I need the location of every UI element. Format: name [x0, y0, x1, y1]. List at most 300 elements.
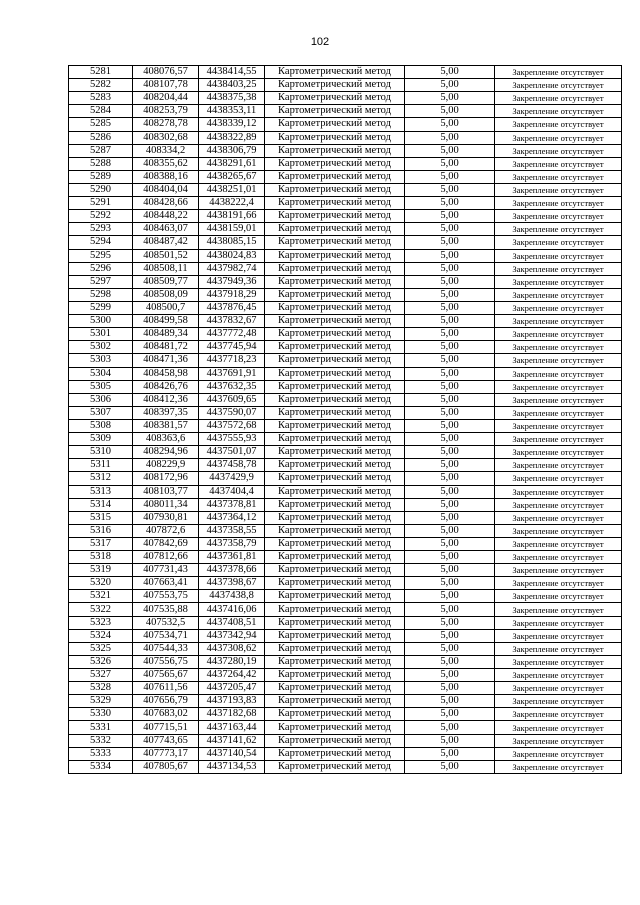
y-coordinate-cell: 4437632,35	[199, 380, 265, 393]
point-number-cell: 5290	[69, 183, 133, 196]
table-row	[69, 328, 622, 341]
table-row	[69, 708, 622, 721]
accuracy-cell: 5,00	[405, 131, 495, 144]
accuracy-cell: 5,00	[405, 472, 495, 485]
table-row	[69, 393, 622, 406]
method-cell: Картометрический метод	[265, 367, 405, 380]
table-row	[69, 92, 622, 105]
y-coordinate-cell: 4437982,74	[199, 262, 265, 275]
point-number-cell: 5333	[69, 747, 133, 760]
note-cell: Закрепление отсутствует	[495, 551, 622, 564]
table-row	[69, 655, 622, 668]
accuracy-cell: 5,00	[405, 144, 495, 157]
note-cell: Закрепление отсутствует	[495, 485, 622, 498]
method-cell: Картометрический метод	[265, 629, 405, 642]
y-coordinate-cell: 4438222,4	[199, 197, 265, 210]
method-cell: Картометрический метод	[265, 131, 405, 144]
point-number-cell: 5300	[69, 315, 133, 328]
x-coordinate-cell: 408229,9	[133, 459, 199, 472]
point-number-cell: 5297	[69, 275, 133, 288]
table-row	[69, 223, 622, 236]
accuracy-cell: 5,00	[405, 328, 495, 341]
table-row	[69, 315, 622, 328]
table-row	[69, 249, 622, 262]
point-number-cell: 5329	[69, 695, 133, 708]
point-number-cell: 5331	[69, 721, 133, 734]
x-coordinate-cell: 407930,81	[133, 511, 199, 524]
x-coordinate-cell: 407743,65	[133, 734, 199, 747]
note-cell: Закрепление отсутствует	[495, 197, 622, 210]
note-cell: Закрепление отсутствует	[495, 406, 622, 419]
table-row	[69, 629, 622, 642]
y-coordinate-cell: 4437609,65	[199, 393, 265, 406]
note-cell: Закрепление отсутствует	[495, 328, 622, 341]
note-cell: Закрепление отсутствует	[495, 170, 622, 183]
point-number-cell: 5308	[69, 419, 133, 432]
accuracy-cell: 5,00	[405, 551, 495, 564]
note-cell: Закрепление отсутствует	[495, 695, 622, 708]
method-cell: Картометрический метод	[265, 655, 405, 668]
x-coordinate-cell: 408107,78	[133, 79, 199, 92]
x-coordinate-cell: 407805,67	[133, 760, 199, 773]
table-row	[69, 433, 622, 446]
table-row	[69, 288, 622, 301]
x-coordinate-cell: 408334,2	[133, 144, 199, 157]
table-row	[69, 760, 622, 773]
point-number-cell: 5283	[69, 92, 133, 105]
y-coordinate-cell: 4437404,4	[199, 485, 265, 498]
table-row	[69, 616, 622, 629]
method-cell: Картометрический метод	[265, 682, 405, 695]
method-cell: Картометрический метод	[265, 66, 405, 79]
table-row	[69, 642, 622, 655]
point-number-cell: 5314	[69, 498, 133, 511]
x-coordinate-cell: 408103,77	[133, 485, 199, 498]
x-coordinate-cell: 408388,16	[133, 170, 199, 183]
note-cell: Закрепление отсутствует	[495, 524, 622, 537]
note-cell: Закрепление отсутствует	[495, 79, 622, 92]
accuracy-cell: 5,00	[405, 236, 495, 249]
y-coordinate-cell: 4437949,36	[199, 275, 265, 288]
y-coordinate-cell: 4437308,62	[199, 642, 265, 655]
accuracy-cell: 5,00	[405, 79, 495, 92]
note-cell: Закрепление отсутствует	[495, 577, 622, 590]
accuracy-cell: 5,00	[405, 210, 495, 223]
point-number-cell: 5286	[69, 131, 133, 144]
table-row	[69, 131, 622, 144]
note-cell: Закрепление отсутствует	[495, 747, 622, 760]
point-number-cell: 5317	[69, 537, 133, 550]
table-row	[69, 183, 622, 196]
point-number-cell: 5288	[69, 157, 133, 170]
table-row	[69, 341, 622, 354]
method-cell: Картометрический метод	[265, 275, 405, 288]
table-row	[69, 144, 622, 157]
note-cell: Закрепление отсутствует	[495, 144, 622, 157]
point-number-cell: 5309	[69, 433, 133, 446]
method-cell: Картометрический метод	[265, 92, 405, 105]
x-coordinate-cell: 407872,6	[133, 524, 199, 537]
y-coordinate-cell: 4437361,81	[199, 551, 265, 564]
x-coordinate-cell: 408463,07	[133, 223, 199, 236]
note-cell: Закрепление отсутствует	[495, 459, 622, 472]
note-cell: Закрепление отсутствует	[495, 315, 622, 328]
y-coordinate-cell: 4437590,07	[199, 406, 265, 419]
accuracy-cell: 5,00	[405, 446, 495, 459]
y-coordinate-cell: 4437280,19	[199, 655, 265, 668]
accuracy-cell: 5,00	[405, 642, 495, 655]
x-coordinate-cell: 407731,43	[133, 564, 199, 577]
method-cell: Картометрический метод	[265, 223, 405, 236]
point-number-cell: 5324	[69, 629, 133, 642]
point-number-cell: 5301	[69, 328, 133, 341]
table-row	[69, 551, 622, 564]
accuracy-cell: 5,00	[405, 197, 495, 210]
method-cell: Картометрический метод	[265, 524, 405, 537]
accuracy-cell: 5,00	[405, 275, 495, 288]
method-cell: Картометрический метод	[265, 315, 405, 328]
note-cell: Закрепление отсутствует	[495, 603, 622, 616]
y-coordinate-cell: 4437745,94	[199, 341, 265, 354]
y-coordinate-cell: 4438085,15	[199, 236, 265, 249]
x-coordinate-cell: 408381,57	[133, 419, 199, 432]
method-cell: Картометрический метод	[265, 695, 405, 708]
method-cell: Картометрический метод	[265, 380, 405, 393]
note-cell: Закрепление отсутствует	[495, 66, 622, 79]
point-number-cell: 5330	[69, 708, 133, 721]
accuracy-cell: 5,00	[405, 118, 495, 131]
accuracy-cell: 5,00	[405, 367, 495, 380]
method-cell: Картометрический метод	[265, 118, 405, 131]
x-coordinate-cell: 408499,58	[133, 315, 199, 328]
y-coordinate-cell: 4437134,53	[199, 760, 265, 773]
point-number-cell: 5289	[69, 170, 133, 183]
table-row	[69, 105, 622, 118]
note-cell: Закрепление отсутствует	[495, 393, 622, 406]
point-number-cell: 5284	[69, 105, 133, 118]
accuracy-cell: 5,00	[405, 760, 495, 773]
method-cell: Картометрический метод	[265, 393, 405, 406]
y-coordinate-cell: 4438306,79	[199, 144, 265, 157]
table-row	[69, 275, 622, 288]
table-row	[69, 590, 622, 603]
table-row	[69, 669, 622, 682]
note-cell: Закрепление отсутствует	[495, 655, 622, 668]
accuracy-cell: 5,00	[405, 459, 495, 472]
note-cell: Закрепление отсутствует	[495, 629, 622, 642]
point-number-cell: 5312	[69, 472, 133, 485]
point-number-cell: 5334	[69, 760, 133, 773]
note-cell: Закрепление отсутствует	[495, 92, 622, 105]
point-number-cell: 5294	[69, 236, 133, 249]
table-row	[69, 367, 622, 380]
accuracy-cell: 5,00	[405, 380, 495, 393]
method-cell: Картометрический метод	[265, 354, 405, 367]
x-coordinate-cell: 407773,17	[133, 747, 199, 760]
method-cell: Картометрический метод	[265, 459, 405, 472]
point-number-cell: 5325	[69, 642, 133, 655]
x-coordinate-cell: 407663,41	[133, 577, 199, 590]
x-coordinate-cell: 408428,66	[133, 197, 199, 210]
method-cell: Картометрический метод	[265, 590, 405, 603]
point-number-cell: 5320	[69, 577, 133, 590]
x-coordinate-cell: 408397,35	[133, 406, 199, 419]
table-row	[69, 157, 622, 170]
x-coordinate-cell: 408426,76	[133, 380, 199, 393]
x-coordinate-cell: 408487,42	[133, 236, 199, 249]
y-coordinate-cell: 4437458,78	[199, 459, 265, 472]
note-cell: Закрепление отсутствует	[495, 118, 622, 131]
y-coordinate-cell: 4437918,29	[199, 288, 265, 301]
x-coordinate-cell: 407656,79	[133, 695, 199, 708]
y-coordinate-cell: 4437429,9	[199, 472, 265, 485]
x-coordinate-cell: 408172,96	[133, 472, 199, 485]
accuracy-cell: 5,00	[405, 498, 495, 511]
table-row	[69, 564, 622, 577]
note-cell: Закрепление отсутствует	[495, 669, 622, 682]
table-row	[69, 197, 622, 210]
accuracy-cell: 5,00	[405, 603, 495, 616]
accuracy-cell: 5,00	[405, 616, 495, 629]
method-cell: Картометрический метод	[265, 197, 405, 210]
y-coordinate-cell: 4437358,55	[199, 524, 265, 537]
method-cell: Картометрический метод	[265, 498, 405, 511]
point-number-cell: 5326	[69, 655, 133, 668]
x-coordinate-cell: 407532,5	[133, 616, 199, 629]
table-row	[69, 236, 622, 249]
y-coordinate-cell: 4438375,38	[199, 92, 265, 105]
table-row	[69, 118, 622, 131]
accuracy-cell: 5,00	[405, 393, 495, 406]
y-coordinate-cell: 4438403,25	[199, 79, 265, 92]
table-row	[69, 603, 622, 616]
x-coordinate-cell: 408509,77	[133, 275, 199, 288]
x-coordinate-cell: 407611,56	[133, 682, 199, 695]
note-cell: Закрепление отсутствует	[495, 210, 622, 223]
note-cell: Закрепление отсутствует	[495, 721, 622, 734]
point-number-cell: 5327	[69, 669, 133, 682]
y-coordinate-cell: 4438414,55	[199, 66, 265, 79]
method-cell: Картометрический метод	[265, 301, 405, 314]
note-cell: Закрепление отсутствует	[495, 708, 622, 721]
point-number-cell: 5282	[69, 79, 133, 92]
note-cell: Закрепление отсутствует	[495, 341, 622, 354]
table-row	[69, 511, 622, 524]
accuracy-cell: 5,00	[405, 669, 495, 682]
x-coordinate-cell: 408448,22	[133, 210, 199, 223]
x-coordinate-cell: 408412,36	[133, 393, 199, 406]
table-row	[69, 301, 622, 314]
y-coordinate-cell: 4437501,07	[199, 446, 265, 459]
accuracy-cell: 5,00	[405, 511, 495, 524]
accuracy-cell: 5,00	[405, 682, 495, 695]
page-number: 102	[310, 36, 330, 48]
method-cell: Картометрический метод	[265, 551, 405, 564]
method-cell: Картометрический метод	[265, 485, 405, 498]
y-coordinate-cell: 4437378,66	[199, 564, 265, 577]
accuracy-cell: 5,00	[405, 537, 495, 550]
accuracy-cell: 5,00	[405, 341, 495, 354]
y-coordinate-cell: 4437691,91	[199, 367, 265, 380]
accuracy-cell: 5,00	[405, 301, 495, 314]
note-cell: Закрепление отсутствует	[495, 380, 622, 393]
x-coordinate-cell: 408471,36	[133, 354, 199, 367]
x-coordinate-cell: 408076,57	[133, 66, 199, 79]
note-cell: Закрепление отсутствует	[495, 590, 622, 603]
point-number-cell: 5298	[69, 288, 133, 301]
accuracy-cell: 5,00	[405, 590, 495, 603]
table-row	[69, 406, 622, 419]
point-number-cell: 5332	[69, 734, 133, 747]
y-coordinate-cell: 4437572,68	[199, 419, 265, 432]
x-coordinate-cell: 408508,11	[133, 262, 199, 275]
y-coordinate-cell: 4437205,47	[199, 682, 265, 695]
method-cell: Картометрический метод	[265, 721, 405, 734]
method-cell: Картометрический метод	[265, 616, 405, 629]
note-cell: Закрепление отсутствует	[495, 275, 622, 288]
table-row	[69, 682, 622, 695]
accuracy-cell: 5,00	[405, 695, 495, 708]
note-cell: Закрепление отсутствует	[495, 367, 622, 380]
y-coordinate-cell: 4437182,68	[199, 708, 265, 721]
y-coordinate-cell: 4438024,83	[199, 249, 265, 262]
table-row	[69, 472, 622, 485]
x-coordinate-cell: 408278,78	[133, 118, 199, 131]
accuracy-cell: 5,00	[405, 485, 495, 498]
point-number-cell: 5296	[69, 262, 133, 275]
x-coordinate-cell: 407683,02	[133, 708, 199, 721]
table-row	[69, 747, 622, 760]
x-coordinate-cell: 408302,68	[133, 131, 199, 144]
note-cell: Закрепление отсутствует	[495, 472, 622, 485]
accuracy-cell: 5,00	[405, 655, 495, 668]
x-coordinate-cell: 407553,75	[133, 590, 199, 603]
point-number-cell: 5304	[69, 367, 133, 380]
x-coordinate-cell: 408489,34	[133, 328, 199, 341]
note-cell: Закрепление отсутствует	[495, 288, 622, 301]
y-coordinate-cell: 4438265,67	[199, 170, 265, 183]
coordinates-table	[68, 65, 622, 774]
y-coordinate-cell: 4438339,12	[199, 118, 265, 131]
table-row	[69, 498, 622, 511]
method-cell: Картометрический метод	[265, 603, 405, 616]
x-coordinate-cell: 408363,6	[133, 433, 199, 446]
table-row	[69, 537, 622, 550]
y-coordinate-cell: 4437416,06	[199, 603, 265, 616]
point-number-cell: 5321	[69, 590, 133, 603]
method-cell: Картометрический метод	[265, 708, 405, 721]
note-cell: Закрепление отсутствует	[495, 262, 622, 275]
method-cell: Картометрический метод	[265, 760, 405, 773]
accuracy-cell: 5,00	[405, 288, 495, 301]
point-number-cell: 5328	[69, 682, 133, 695]
y-coordinate-cell: 4437342,94	[199, 629, 265, 642]
point-number-cell: 5318	[69, 551, 133, 564]
point-number-cell: 5293	[69, 223, 133, 236]
accuracy-cell: 5,00	[405, 105, 495, 118]
y-coordinate-cell: 4437264,42	[199, 669, 265, 682]
table-row	[69, 79, 622, 92]
note-cell: Закрепление отсутствует	[495, 511, 622, 524]
method-cell: Картометрический метод	[265, 183, 405, 196]
y-coordinate-cell: 4438191,66	[199, 210, 265, 223]
note-cell: Закрепление отсутствует	[495, 642, 622, 655]
note-cell: Закрепление отсутствует	[495, 498, 622, 511]
x-coordinate-cell: 408204,44	[133, 92, 199, 105]
point-number-cell: 5319	[69, 564, 133, 577]
accuracy-cell: 5,00	[405, 354, 495, 367]
point-number-cell: 5285	[69, 118, 133, 131]
accuracy-cell: 5,00	[405, 66, 495, 79]
y-coordinate-cell: 4437364,12	[199, 511, 265, 524]
point-number-cell: 5303	[69, 354, 133, 367]
x-coordinate-cell: 407812,66	[133, 551, 199, 564]
y-coordinate-cell: 4438353,11	[199, 105, 265, 118]
note-cell: Закрепление отсутствует	[495, 564, 622, 577]
method-cell: Картометрический метод	[265, 419, 405, 432]
table-row	[69, 419, 622, 432]
note-cell: Закрепление отсутствует	[495, 433, 622, 446]
point-number-cell: 5311	[69, 459, 133, 472]
accuracy-cell: 5,00	[405, 157, 495, 170]
method-cell: Картометрический метод	[265, 537, 405, 550]
point-number-cell: 5313	[69, 485, 133, 498]
accuracy-cell: 5,00	[405, 629, 495, 642]
point-number-cell: 5310	[69, 446, 133, 459]
point-number-cell: 5281	[69, 66, 133, 79]
table-row	[69, 170, 622, 183]
method-cell: Картометрический метод	[265, 433, 405, 446]
point-number-cell: 5322	[69, 603, 133, 616]
method-cell: Картометрический метод	[265, 577, 405, 590]
y-coordinate-cell: 4437438,8	[199, 590, 265, 603]
accuracy-cell: 5,00	[405, 183, 495, 196]
method-cell: Картометрический метод	[265, 564, 405, 577]
y-coordinate-cell: 4437408,51	[199, 616, 265, 629]
y-coordinate-cell: 4437718,23	[199, 354, 265, 367]
method-cell: Картометрический метод	[265, 406, 405, 419]
accuracy-cell: 5,00	[405, 419, 495, 432]
point-number-cell: 5306	[69, 393, 133, 406]
note-cell: Закрепление отсутствует	[495, 537, 622, 550]
note-cell: Закрепление отсутствует	[495, 354, 622, 367]
note-cell: Закрепление отсутствует	[495, 157, 622, 170]
y-coordinate-cell: 4437555,93	[199, 433, 265, 446]
accuracy-cell: 5,00	[405, 92, 495, 105]
accuracy-cell: 5,00	[405, 433, 495, 446]
accuracy-cell: 5,00	[405, 708, 495, 721]
table-row	[69, 262, 622, 275]
note-cell: Закрепление отсутствует	[495, 446, 622, 459]
note-cell: Закрепление отсутствует	[495, 249, 622, 262]
y-coordinate-cell: 4437193,83	[199, 695, 265, 708]
method-cell: Картометрический метод	[265, 669, 405, 682]
x-coordinate-cell: 407842,69	[133, 537, 199, 550]
point-number-cell: 5291	[69, 197, 133, 210]
y-coordinate-cell: 4437358,79	[199, 537, 265, 550]
table-row	[69, 485, 622, 498]
x-coordinate-cell: 408501,52	[133, 249, 199, 262]
y-coordinate-cell: 4437163,44	[199, 721, 265, 734]
table-row	[69, 695, 622, 708]
method-cell: Картометрический метод	[265, 328, 405, 341]
method-cell: Картометрический метод	[265, 105, 405, 118]
table-row	[69, 734, 622, 747]
note-cell: Закрепление отсутствует	[495, 301, 622, 314]
x-coordinate-cell: 408481,72	[133, 341, 199, 354]
table-row	[69, 524, 622, 537]
method-cell: Картометрический метод	[265, 341, 405, 354]
